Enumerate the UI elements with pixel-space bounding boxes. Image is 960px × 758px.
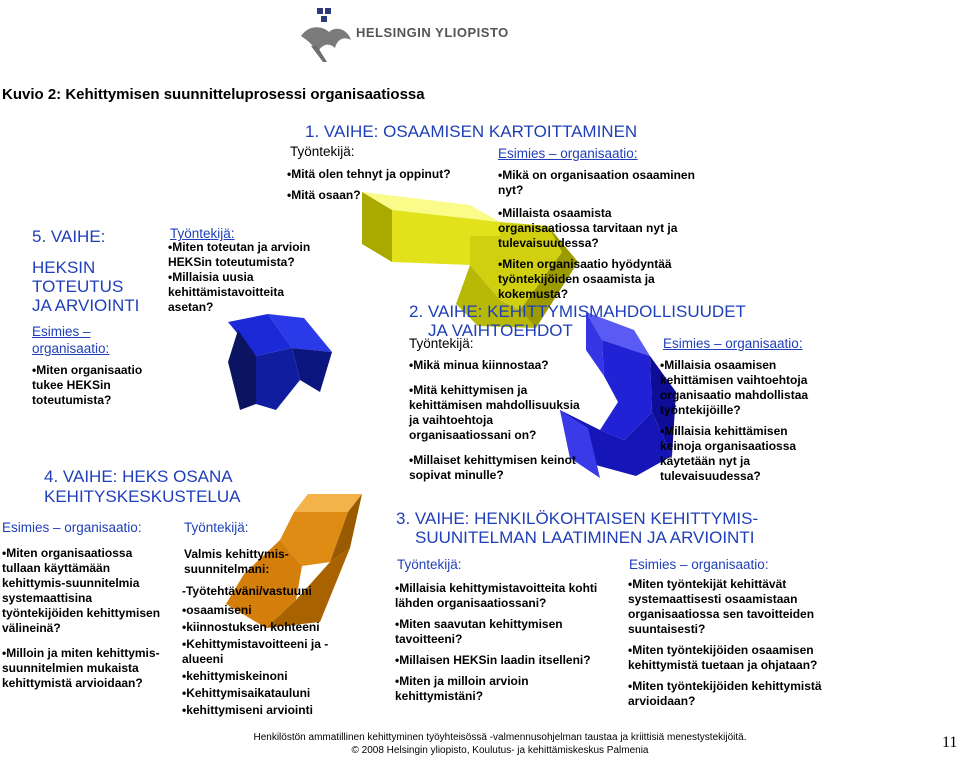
list-item: • osaamiseni	[182, 603, 332, 618]
phase5-employee-header: Työntekijä:	[170, 226, 235, 241]
list-item: • Mitä osaan?	[287, 188, 467, 203]
phase1-manager-header: Esimies – organisaatio:	[498, 146, 638, 161]
phase3-title-line1: 3. VAIHE: HENKILÖKOHTAISEN KEHITTYMIS-	[396, 509, 759, 528]
phase4-employee-list	[182, 584, 332, 720]
list-item: • Miten ja milloin arvioin kehittymistäni?	[395, 674, 605, 704]
list-item: • Millaisia osaamisen kehittämisen vaihtoehtoja organisaatio mahdollistaa työntekijöille?	[660, 358, 825, 418]
phase2-employee-header: Työntekijä:	[409, 336, 474, 351]
list-item: • Millaisia kehittämisen keinoja organisaatiossa käytetään nyt ja tulevaisuudessa?	[660, 424, 825, 484]
phase2-title-line1: 2. VAIHE: KEHITTYMISMAHDOLLISUUDET	[409, 302, 746, 321]
phase3-employee-header: Työntekijä:	[397, 557, 462, 572]
phase5-title-line3: TOTEUTUS	[32, 277, 124, 296]
phase1-employee-header: Työntekijä:	[290, 144, 355, 159]
footer-line2: © 2008 Helsingin yliopisto, Koulutus- ja kehittämiskeskus Palmenia	[351, 745, 649, 756]
phase1-manager-list	[498, 168, 703, 308]
list-item: • Mitä olen tehnyt ja oppinut?	[287, 167, 467, 182]
list-item: • Mitä kehittymisen ja kehittämisen mahdollisuuksia ja vaihtoehtoja organisaatiossani on?	[409, 383, 589, 443]
figure-title: Kuvio 2: Kehittymisen suunnitteluprosessi organisaatiossa	[2, 86, 425, 103]
list-item: • Millaista osaamista organisaatiossa tarvitaan nyt ja tulevaisuudessa?	[498, 206, 703, 251]
list-item: • Miten toteutan ja arvioin HEKSin toteutumista?	[168, 240, 316, 270]
phase5-manager-list	[32, 363, 152, 414]
list-item: • Miten saavutan kehittymisen tavoitteeni?	[395, 617, 605, 647]
phase5-employee-list	[168, 240, 316, 315]
list-item: • Mikä minua kiinnostaa?	[409, 358, 589, 373]
list-item: • Miten työntekijöiden osaamisen kehittymistä tuetaan ja ohjataan?	[628, 643, 828, 673]
list-item: • kehittymiseni arviointi	[182, 703, 332, 718]
list-item: • Millaisen HEKSin laadin itselleni?	[395, 653, 605, 668]
list-item: -Työtehtäväni/vastuuni	[182, 584, 312, 598]
list-item: • Millaiset kehittymisen keinot sopivat minulle?	[409, 453, 589, 483]
footer-line1: Henkilöstön ammatillinen kehittyminen työyhteisössä -valmennusohjelman taustaa ja kriittisiä menestystekijöitä.	[253, 732, 747, 743]
page-number: 11	[942, 734, 958, 751]
list-item: • Miten organisaatiossa tullaan käyttämään kehittymis-suunnitelmia systemaattisina työntekijöiden kehittymisen välineinä?	[2, 546, 167, 636]
navy-arrow-icon	[228, 314, 332, 410]
list-item: • Mikä on organisaation osaaminen nyt?	[498, 168, 703, 198]
phase3-title-line2: SUUNITELMAN LAATIMINEN JA ARVIOINTI	[415, 528, 755, 547]
phase2-employee-list	[409, 358, 589, 489]
list-item: • Millaisia uusia kehittämistavoitteita asetan?	[168, 270, 316, 315]
university-logo	[295, 6, 355, 64]
list-item: • kiinnostuksen kohteeni	[182, 620, 332, 635]
phase5-title-line1: 5. VAIHE:	[32, 227, 106, 246]
phase4-title-line2: KEHITYSKESKUSTELUA	[44, 487, 241, 506]
phase1-employee-list	[287, 167, 467, 209]
phase5-manager-header: Esimies – organisaatio:	[32, 324, 110, 356]
list-item: • Kehittymisaikatauluni	[182, 686, 332, 701]
phase3-manager-list	[628, 577, 828, 715]
phase4-title-line1: 4. VAIHE: HEKS OSANA	[44, 467, 233, 486]
phase5-title-line2: HEKSIN	[32, 258, 96, 277]
list-item: • Miten organisaatio tukee HEKSin toteutumista?	[32, 363, 152, 408]
phase4-manager-list	[2, 546, 167, 697]
phase5-title-line4: JA ARVIOINTI	[32, 296, 140, 315]
list-item: • Miten työntekijöiden kehittymistä arvioidaan?	[628, 679, 828, 709]
phase2-title-line2: JA VAIHTOEHDOT	[428, 321, 573, 340]
phase2-manager-list	[660, 358, 825, 490]
phase4-manager-header: Esimies – organisaatio:	[2, 520, 142, 535]
phase2-manager-header: Esimies – organisaatio:	[663, 336, 803, 351]
phase3-employee-list	[395, 581, 605, 710]
phase1-title: 1. VAIHE: OSAAMISEN KARTOITTAMINEN	[305, 122, 638, 141]
list-item: • Milloin ja miten kehittymis-suunnitelmien mukaista kehittymistä arvioidaan?	[2, 646, 167, 691]
phase4-employee-intro: Valmis kehittymis-suunnitelmani:	[184, 547, 289, 576]
phase3-manager-header: Esimies – organisaatio:	[629, 557, 769, 572]
list-item: • Millaisia kehittymistavoitteita kohti lähden organisaatiossani?	[395, 581, 605, 611]
phase4-employee-header: Työntekijä:	[184, 520, 249, 535]
list-item: • kehittymiskeinoni	[182, 669, 332, 684]
logo-text: HELSINGIN YLIOPISTO	[356, 25, 509, 40]
list-item: • Kehittymistavoitteeni ja -alueeni	[182, 637, 332, 667]
list-item: • Miten työntekijät kehittävät systemaattisesti osaamistaan organisaatiossa sen tavoitteiden suuntaisesti?	[628, 577, 828, 637]
seal-icon	[295, 6, 355, 64]
list-item: • Miten organisaatio hyödyntää työntekijöiden osaamista ja kokemusta?	[498, 257, 703, 302]
